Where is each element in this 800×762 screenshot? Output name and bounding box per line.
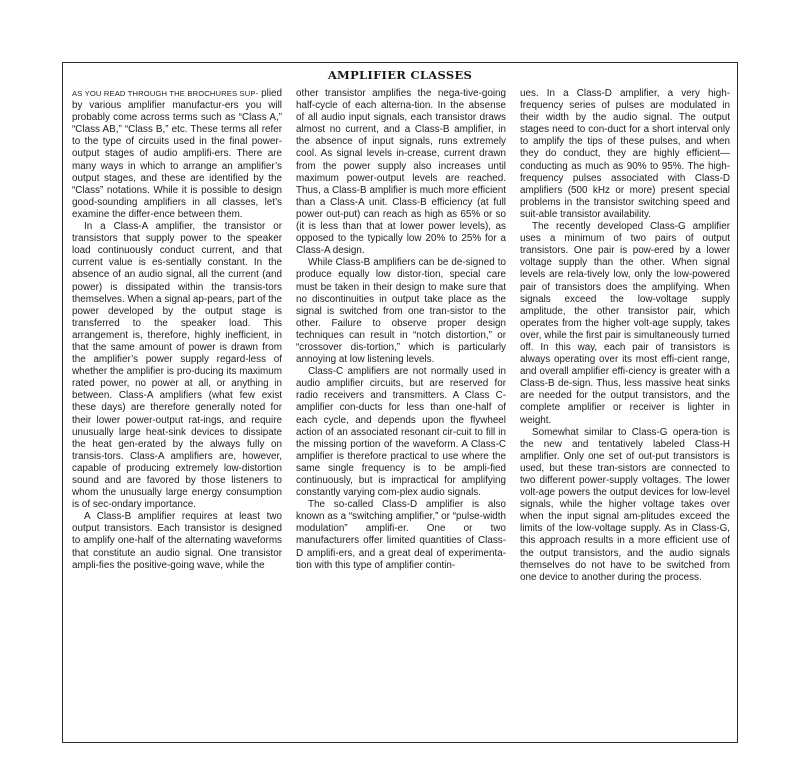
column-2 — [296, 88, 506, 738]
paragraph-class-h: Somewhat similar to Class-G opera-tion is the new and tentatively labeled Class-H amplifier. Only one set of out-put transistors is used, but these tran-sistors are connected to two different power-supply voltages. The lower volt-age powers the output devices for low-level signals, while the higher voltage takes over when the input signal am-plitudes exceed the limits of the low-voltage supply. As in Class-G, this approach results in a more efficient use of the output transistors, and the audio signals themselves do not have to be switched from one device to another during the process. — [520, 426, 730, 583]
paragraph-crossover: While Class-B amplifiers can be de-signed to produce equally low distor-tion, special care must be taken in their design to make sure that no discontinuities in output take place as the signal is switched from one tran-sistor to the other. Failure to observe proper design techniques can result in “notch distortion,” or “crossover dis-tortion,” which is particularly annoying at low listening levels. — [296, 257, 506, 366]
paragraph-intro-text: plied by various amplifier manufactur-ers you will probably come across terms such as “Class A,” “Class AB,” “Class B,” etc. These terms all refer to the type of circuits used in the final power-output stages of audio amplifi-ers. There are many ways in which to arrange an amplifier’s output stages, and these are identified by the “Class” notations. While it is possible to design good-sounding amplifiers in all classes, let’s examine the differ-ence between them. — [72, 88, 282, 220]
paragraph-class-a: In a Class-A amplifier, the transistor or transistors that supply power to the speaker load continuously conduct current, and that current value is es-sentially constant. In the absence of an audio signal, all the current (and power) is dissipated within the transis-tors themselves. When a signal ap-pears, part of the power developed by the output stage is transferred to the speaker load. This arrangement is, therefore, highly inefficient, in that the same amount of power is drawn from the amplifier’s power supply regard-less of whether the amplifier is pro-ducing its maximum rated power, no power at all, or anything in between. Class-A amplifiers (what few exist these days) are therefore generally noted for their lower power-output rat-ings, and require unusually large heat-sink devices to dissipate the heat gen-erated by the always fully on transis-tors. Class-A amplifiers are, however, capable of producing extremely low-distortion sound and are favored by those listeners to whom the unusually large energy consumption is of sec-ondary importance. — [72, 221, 282, 511]
column-1 — [72, 88, 282, 738]
paragraph-class-d-cont: ues. In a Class-D amplifier, a very high-frequency series of pulses are modulated in their width by the audio signal. The output stages need to con-duct for a short interval only to amplify the tips of these pulses, and when they do conduct, they are highly efficient—conducting as much as 90% to 95%. The high-frequency pulses associated with Class-D amplifiers (500 kHz or more) present special problems in the transistor switching speed and suit-able transistor availability. — [520, 88, 730, 220]
paragraph-class-b-start: A Class-B amplifier requires at least two output transistors. Each transistor is designed to amplify one-half of the alternating waveforms that constitute an audio signal. One transistor ampli-fies the positive-going wave, while the — [72, 511, 282, 571]
lead-in-caps: AS YOU READ THROUGH THE BROCHURES SUP- — [72, 89, 259, 98]
article-columns — [72, 88, 730, 738]
paragraph-intro — [72, 88, 282, 221]
paragraph-class-g: The recently developed Class-G amplifier uses a minimum of two pairs of output transistors. One pair is pow-ered by a lower voltage supply than the other. When signal levels are rela-tively low, only the low-powered pair of transistors does the amplifying. When signals exceed the low-voltage supply amplitude, the other transistor pair, which operates from the higher volt-age supply, takes over, while the first pair is simultaneously turned off. In this way, each pair of transistors is always operating over its most effi-cient range, and overall amplifier effi-ciency is greater with a Class-B de-sign. Thus, less massive heat sinks are needed for the output transistors, and the complete amplifier or receiver is lighter in weight. — [520, 221, 730, 426]
article-title: AMPLIFIER CLASSES — [327, 68, 473, 82]
paragraph-class-c: Class-C amplifiers are not normally used in audio amplifier circuits, but are reserved for radio receivers and transmitters. A Class C-amplifier con-ducts for less than one-half of each cycle, and depends upon the flywheel action of an associated resonant cir-cuit to fill in the missing portion of the waveform. A Class-C amplifier is therefore practical to use where the same single frequency is to be ampli-fied continuously, but is impractical for amplifying constantly varying com-plex audio signals. — [296, 366, 506, 499]
paragraph-class-d-start: The so-called Class-D amplifier is also known as a “switching amplifier,” or “pulse-width modulation” amplifi-er. One or two manufacturers offer limited quantities of Class-D amplifi-ers, and a great deal of experimenta-tion with this type of amplifier contin- — [296, 499, 506, 571]
article-box — [62, 62, 738, 743]
paragraph-class-b-cont: other transistor amplifies the nega-tive-going half-cycle of each alterna-tion. In the absense of all audio input signals, each transistor draws almost no current, and a Class-B amplifier, in the absence of input signals, runs extremely cool. As signal levels in-crease, current drawn from the power supply also increases until maximum power-output levels are reached. Thus, a Class-B amplifier is much more efficient than a Class-A unit. Class-B efficiency (at full power out-put) can reach as high as 65% or so (it is less than that at lower power levels), as opposed to the typically low 20% to 25% for a Class-A design. — [296, 88, 506, 257]
column-3 — [520, 88, 730, 738]
